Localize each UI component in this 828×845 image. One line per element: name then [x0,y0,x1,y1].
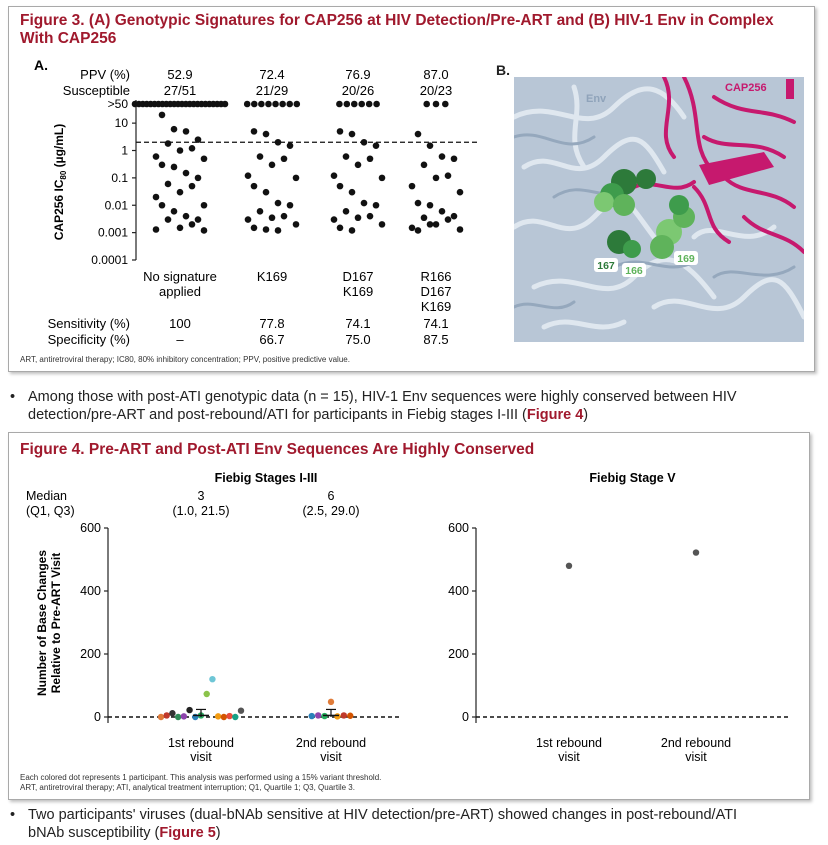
fig3-specificity-value: 75.0 [345,332,371,347]
fig3-data-point [336,101,343,108]
fig3-data-point [294,101,301,108]
figure-4-ref-link[interactable]: Figure 4 [526,407,584,423]
fig3-data-point [245,172,252,179]
fig3-data-point [355,162,362,169]
fig3-y-tick-label: 0.01 [104,198,128,213]
fig4-data-point [334,713,340,719]
fig3-data-point [379,221,386,228]
fig3-data-point [337,225,344,232]
fig3-susceptible-value: 20/23 [419,83,453,98]
fig3-data-point [171,126,178,133]
fig3-y-axis [52,97,480,267]
fig4-data-point [315,712,321,718]
fig3-data-point [373,142,380,149]
fig3-specificity-value: 87.5 [423,332,449,347]
fig3-data-point [337,183,344,190]
fig3-sens-spec [169,316,449,347]
fig3-specificity-value: – [176,332,184,347]
fig3-data-point [263,131,270,138]
bullet-1-line2: detection/pre-ART and post-rebound/ATI for participants in Fiebig stages I-III ( [28,407,527,423]
figure3-chart [8,52,513,362]
fig3-sensitivity-value: 100 [169,316,191,331]
fig3-data-point [349,131,356,138]
fig4-category-label: 2nd rebound [660,736,732,750]
fig3-ppv-value: 72.4 [259,67,285,82]
fig4-data-point [226,713,232,719]
figure4-title: Figure 4. Pre-ART and Post-ATI Env Sequences Are Highly Conserved [20,441,535,458]
fig3-ppv-value: 76.9 [345,67,371,82]
residue-166-tag [622,263,646,277]
figure3-title [20,12,805,48]
figure4-footnote-line1: Each colored dot represents 1 participant. This analysis was performed using a 15% variant threshold. [20,773,382,782]
residue-167-tag [594,258,618,272]
fig4-data-point [238,708,244,714]
fig3-category-label: D167 [420,284,452,299]
fig3-data-point [189,221,196,228]
fig4-category-label: visit [558,750,580,764]
fig3-data-point [286,101,293,108]
fig3-data-point [331,216,338,223]
fig3-data-point [379,175,386,182]
sensitivity-row-label: Sensitivity (%) [47,316,130,331]
fig3-data-point [183,170,190,177]
fig4-data-point [693,549,699,555]
fig3-points [132,101,464,234]
fig4-data-point [347,713,353,719]
fig4-y-tick-label: 400 [80,584,101,598]
fig3-sensitivity-value: 74.1 [345,316,371,331]
fig3-data-point [445,172,452,179]
fig4-category-label: visit [320,750,342,764]
bullet-1-close: ) [583,407,589,423]
fig4-data-point [209,676,215,682]
fig4-category-label: visit [190,750,212,764]
fig3-category-label: K169 [256,269,288,284]
fig3-column-stats [164,67,453,98]
fig3-data-point [159,162,166,169]
fig3-data-point [251,128,258,135]
fig3-category-label: applied [159,284,201,299]
fig4-data-point [175,714,181,720]
bullet-2-close: ) [215,825,221,841]
fig3-data-point [409,183,416,190]
bullet-2-glyph: • [10,807,16,823]
fig4-y-tick-label: 0 [94,710,101,724]
fig3-data-point [349,189,356,196]
fig3-data-point [433,101,440,108]
fig4-content [35,471,790,764]
fig4-median-value: 6 [327,489,335,503]
fig3-data-point [258,101,265,108]
fig3-data-point [415,227,422,234]
figure3-title-line1: Figure 3. (A) Genotypic Signatures for CAP256 at HIV Detection/Pre-ART and (B) HIV-1 Env in Complex [20,12,774,29]
fig4-y-tick-label: 200 [80,647,101,661]
fig3-data-point [244,101,251,108]
fig4-median-value: 3 [197,489,205,503]
fig4-data-point [181,713,187,719]
fig3-data-point [358,101,365,108]
fig3-data-point [279,101,286,108]
fig3-data-point [177,225,184,232]
panel-b-label: B. [496,62,510,78]
fig3-data-point [427,142,434,149]
fig3-data-point [165,181,172,188]
fig3-specificity-value: 66.7 [259,332,285,347]
fig4-y-tick-label: 600 [448,521,469,535]
fig3-sensitivity-value: 77.8 [259,316,285,331]
fig3-susceptible-value: 27/51 [163,83,197,98]
bullet-2 [10,806,820,842]
panel-a-label: A. [34,57,48,73]
fig3-data-point [331,172,338,179]
fig4-category-label: 1st rebound [535,736,603,750]
cap256-label: CAP256 [725,82,767,94]
figure4-footnote [20,773,720,793]
fig3-data-point [373,202,380,209]
fig3-y-tick-label: 0.1 [111,170,128,185]
fig4-median-iqr: (1.0, 21.5) [172,504,230,518]
fig4-data-point [328,699,334,705]
fig3-data-point [343,208,350,215]
fig4-y-tick-label: 0 [462,710,469,724]
figure4-footnote-line2: ART, antiretroviral therapy; ATI, analytical treatment interruption; Q1, Quartile 1; Q3, Quartile 3. [20,783,355,792]
fig3-data-point [349,227,356,234]
fig4-category-label: visit [685,750,707,764]
fig3-data-point [457,189,464,196]
fig3-data-point [361,200,368,207]
fig4-median-iqr: (2.5, 29.0) [302,504,360,518]
fig3-data-point [265,101,272,108]
fig3-data-point [287,202,294,209]
bullet-1 [10,388,820,424]
svg-text:169: 169 [677,253,695,265]
fig3-data-point [373,101,380,108]
fig3-y-tick-label: >50 [107,97,128,111]
fig3-data-point [423,101,430,108]
residue-169-tag [674,251,698,265]
fig3-data-point [415,200,422,207]
fig3-data-point [189,183,196,190]
susceptible-row-label: Susceptible [62,83,130,98]
fig3-data-point [153,153,160,160]
figure3-title-line2: With CAP256 [20,30,117,47]
fig3-data-point [183,128,190,135]
median-label-line1: Median [26,489,67,503]
fig4-y-axis-title: Number of Base ChangesRelative to Pre-ART Visit [35,549,63,697]
bullet-2-line2: bNAb susceptibility ( [28,825,160,841]
fig3-data-point [343,153,350,160]
fig3-sensitivity-value: 74.1 [423,316,449,331]
fig3-data-point [427,202,434,209]
fig4-y-tick-label: 200 [448,647,469,661]
fig4-panel-title: Fiebig Stages I-III [214,471,318,485]
fig4-panel-title: Fiebig Stage V [589,471,676,485]
fig3-data-point [263,226,270,233]
fig4-data-point [566,563,572,569]
figure3-footnote: ART, antiretroviral therapy; IC80, 80% inhibitory concentration; PPV, positive predictive value. [20,355,350,364]
fig3-data-point [171,208,178,215]
fig3-data-point [409,225,416,232]
ppv-row-label: PPV (%) [80,67,130,82]
fig4-data-point [169,710,175,716]
fig4-data-point [158,714,164,720]
fig3-data-point [351,101,358,108]
fig3-category-label: D167 [342,269,374,284]
fig3-y-axis-title: CAP256 $IC_{80}$ (µg/mL) [52,123,68,241]
fig4-data-point [341,712,347,718]
fig3-data-point [251,101,258,108]
fig3-data-point [421,162,428,169]
fig3-category-label: No signature [143,269,217,284]
svg-text:167: 167 [597,260,615,272]
fig3-category-label: R166 [420,269,452,284]
fig4-category-label: 2nd rebound [295,736,367,750]
fig3-data-point [421,214,428,221]
fig3-data-point [177,189,184,196]
fig3-data-point [433,221,440,228]
bullet-2-line1: Two participants' viruses (dual-bNAb sensitive at HIV detection/pre-ART) showed changes in post-rebound/ATI [28,807,738,823]
fig3-data-point [275,200,282,207]
fig3-data-point [159,202,166,209]
fig3-y-tick-label: 0.001 [97,225,128,240]
fig3-ppv-value: 87.0 [423,67,449,82]
fig3-data-point [263,189,270,196]
fig3-data-point [361,139,368,146]
fig3-data-point [457,226,464,233]
bullet-1-glyph: • [10,389,16,405]
fig3-data-point [293,175,300,182]
median-label-line2: (Q1, Q3) [26,504,75,518]
bullet-1-line1: Among those with post-ATI genotypic data (n = 15), HIV-1 Env sequences were highly conserved between HIV [28,389,737,405]
fig3-data-point [275,139,282,146]
env-cap256-structure-image [514,77,804,342]
fig3-data-point [427,221,434,228]
fig3-category-label: K169 [420,299,452,314]
fig3-data-point [171,164,178,171]
fig3-data-point [183,213,190,220]
fig3-data-point [367,213,374,220]
fig3-data-point [165,140,172,147]
fig3-data-point [153,226,160,233]
svg-text:166: 166 [625,265,643,277]
fig3-y-tick-label: 10 [114,116,128,131]
fig4-data-point [164,712,170,718]
fig3-data-point [165,216,172,223]
fig3-data-point [445,216,452,223]
fig4-data-point [215,713,221,719]
fig3-data-point [153,194,160,201]
fig4-data-point [232,714,238,720]
fig3-susceptible-value: 21/29 [255,83,289,98]
fig3-category-labels [143,269,451,314]
fig3-data-point [201,155,208,162]
fig4-y-tick-label: 600 [80,521,101,535]
fig3-data-point [195,216,202,223]
env-label: Env [586,93,607,105]
fig3-data-point [281,213,288,220]
fig3-data-point [251,225,258,232]
fig3-data-point [337,128,344,135]
fig3-data-point [245,216,252,223]
fig3-data-point [287,142,294,149]
fig3-data-point [201,227,208,234]
fig4-data-point [204,691,210,697]
fig3-data-point [251,183,258,190]
fig3-data-point [275,227,282,234]
fig3-data-point [451,213,458,220]
fig4-data-point [186,707,192,713]
fig3-data-point [451,155,458,162]
fig3-data-point [272,101,279,108]
fig3-data-point [293,221,300,228]
fig3-y-tick-label: 1 [121,143,128,158]
fig4-data-point [309,713,315,719]
fig3-data-point [257,153,264,160]
fig3-data-point [439,208,446,215]
fig3-data-point [355,214,362,221]
fig3-ppv-value: 52.9 [167,67,193,82]
fig3-data-point [366,101,373,108]
fig3-data-point [195,136,202,143]
fig3-data-point [177,147,184,154]
fig3-data-point [269,214,276,221]
figure-5-ref-link[interactable]: Figure 5 [159,825,216,841]
fig3-data-point [442,101,449,108]
fig3-data-point [433,175,440,182]
fig4-y-tick-label: 400 [448,584,469,598]
fig4-data-point [221,714,227,720]
fig3-data-point [189,145,196,152]
fig3-susceptible-value: 20/26 [341,83,375,98]
fig3-category-label: K169 [342,284,374,299]
fig3-data-point [201,202,208,209]
specificity-row-label: Specificity (%) [47,332,130,347]
fig3-data-point [222,101,229,108]
fig4-category-label: 1st rebound [167,736,235,750]
fig3-data-point [415,131,422,138]
fig3-data-point [344,101,351,108]
fig3-data-point [159,112,166,119]
fig3-data-point [195,175,202,182]
fig3-data-point [269,162,276,169]
fig3-data-point [257,208,264,215]
fig3-data-point [367,155,374,162]
fig3-data-point [439,153,446,160]
fig3-y-tick-label: 0.0001 [91,253,128,267]
figure4-chart [8,460,808,770]
fig3-data-point [281,155,288,162]
